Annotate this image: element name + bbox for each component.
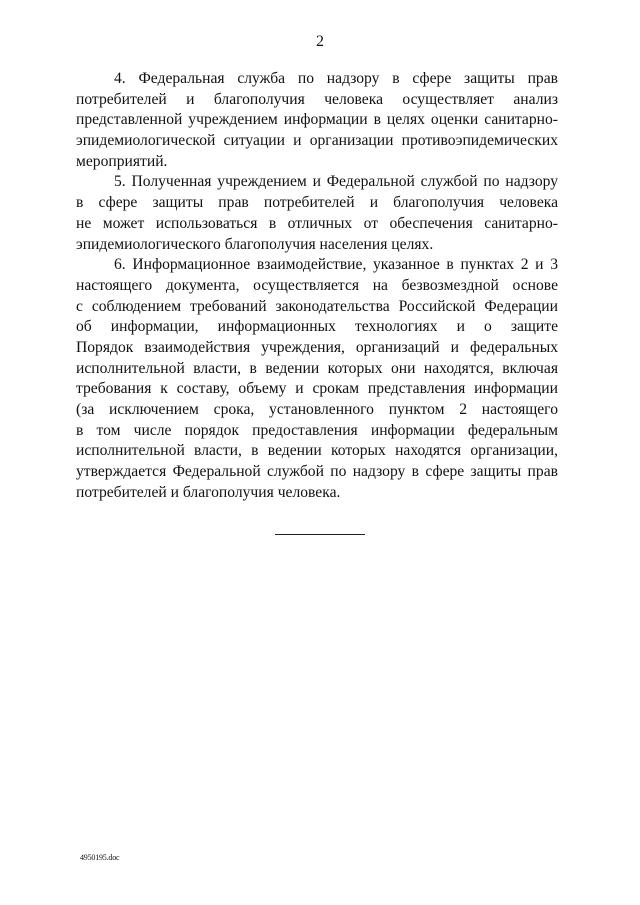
- paragraph-4: [76, 69, 558, 172]
- text-line: эпидемиологической ситуации и организации противоэпидемических: [76, 132, 558, 150]
- text-line: в том числе порядок предоставления информации федеральным: [76, 421, 558, 439]
- text-line: исполнительной власти, в ведении которых они находятся, включая: [76, 359, 558, 377]
- text-line: не может использоваться в отличных от обеспечения санитарно-: [76, 214, 558, 232]
- document-body: [76, 69, 558, 503]
- text-line: настоящего документа, осуществляется на безвозмездной основе: [76, 276, 558, 294]
- text-line: эпидемиологического благополучия населения целях.: [76, 235, 434, 253]
- text-line: (за исключением срока, установленного пунктом 2 настоящего: [76, 401, 558, 418]
- text-line: Порядок взаимодействия учреждения, организаций и федеральных: [76, 338, 558, 356]
- text-line: об информации, информационных технологиях и о защите: [76, 318, 558, 336]
- file-name-footer: 4950195.doc: [80, 853, 120, 862]
- page-number: 2: [316, 33, 324, 50]
- text-line: утверждается Федеральной службой по надзору в сфере защиты прав: [76, 463, 558, 481]
- text-line: требования к составу, объему и срокам представления информации: [76, 380, 558, 398]
- text-line: потребителей и благополучия человека осуществляет анализ: [76, 90, 558, 108]
- end-separator-line: [275, 534, 365, 535]
- text-line: мероприятий.: [76, 152, 168, 170]
- paragraph-5: [76, 172, 558, 255]
- text-line: потребителей и благополучия человека.: [76, 483, 341, 501]
- text-line: 6. Информационное взаимодействие, указанное в пунктах 2 и 3: [114, 256, 558, 274]
- text-line: 4. Федеральная служба по надзору в сфере защиты прав: [114, 70, 558, 87]
- paragraph-6: [76, 255, 558, 503]
- text-line: 5. Полученная учреждением и Федеральной службой по надзору: [114, 173, 558, 191]
- text-line: в сфере защиты прав потребителей и благополучия человека: [76, 194, 558, 212]
- text-line: с соблюдением требований законодательства Российской Федерации: [76, 297, 558, 315]
- text-line: исполнительной власти, в ведении которых находятся организации,: [76, 442, 558, 460]
- text-line: представленной учреждением информации в целях оценки санитарно-: [76, 111, 558, 129]
